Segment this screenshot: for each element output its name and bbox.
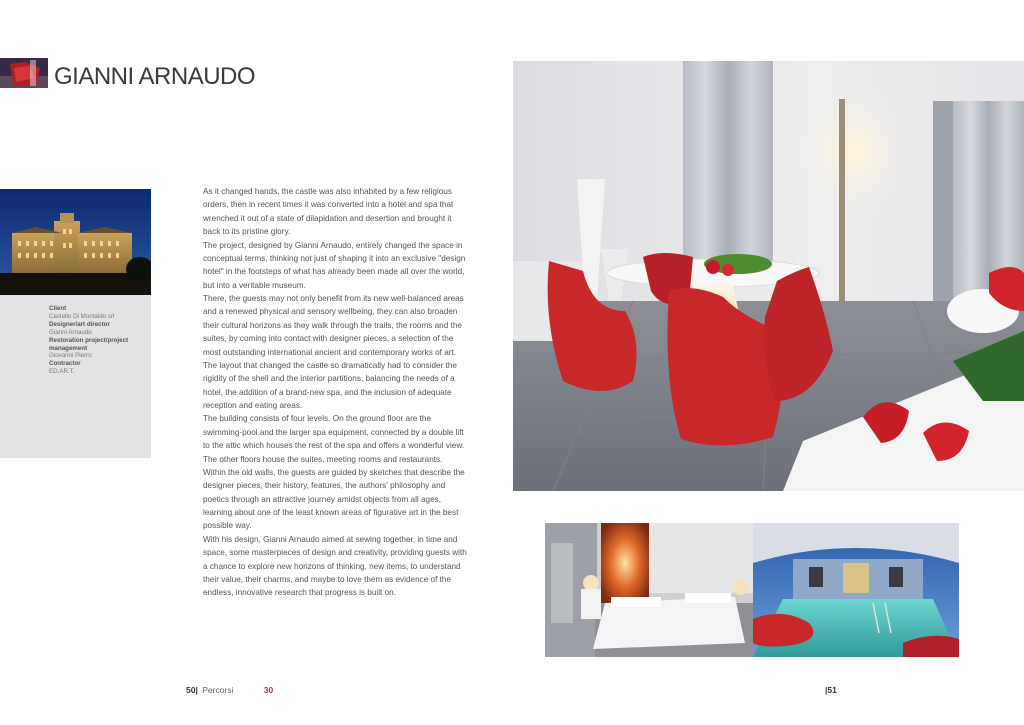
title-thumbnail-image [0, 58, 48, 88]
project-credits [49, 305, 149, 376]
article-paragraph: With his design, Gianni Arnaudo aimed at sewing together, in time and space, some masterpieces of design and creativity, providing guests with a chance to explore new horizons of thinking, new items, to understand their value, their charms, and maybe to love them as evidence of the endless, innovative research that progress is built on. [203, 534, 467, 598]
footer-right [825, 685, 837, 695]
footer-left [186, 685, 273, 695]
page-title: GIANNI ARNAUDO [54, 63, 256, 90]
article-paragraph: There, the guests may not only benefit from its new well-balanced areas and a renewed physical and sensory wellbeing, they can also broaden their cultural horizons as they walk through the trails, the rooms and the suites, by coming into contact with designer pieces, a selection of the most outstanding international ancient and contemporary works of art. [203, 294, 464, 357]
article-paragraph: The building consists of four levels. On the ground floor are the swimming-pool and the larger spa equipment, connected by a double lift to the attic which houses the rest of the spa and offers a wonderful view. [203, 414, 465, 451]
castle-night-photo [0, 189, 151, 295]
credit-value-restoration: Giovanni Pierro [49, 352, 92, 360]
section-name: Percorsi [202, 685, 234, 695]
right-page-number: |51 [825, 685, 837, 695]
spa-pool-photo [753, 523, 959, 657]
article-paragraph: The project, designed by Gianni Arnaudo, entirely changed the space in conceptual terms, thinking not just of shaping it into an exclusive "design hotel" in the footsteps of what has already been made all over the world, but into a veritable museum. [203, 240, 466, 290]
article-body [203, 185, 467, 600]
credit-value-client: Castello Di Montaldo srl [49, 312, 115, 320]
credit-label-designer: Designer/art director [49, 320, 110, 328]
credit-value-designer: Gianni Arnaudo [49, 328, 92, 336]
article-paragraph: As it changed hands, the castle was also inhabited by a few religious orders, then in recent times it was converted into a hotel and spa that wrenched it out of a state of dilapidation and desertion and brought it back to its pristine glory. [203, 187, 454, 237]
issue-number: 30 [263, 685, 274, 695]
article-paragraph: The layout that changed the castle so dramatically had to consider the rigidity of the shell and the interior partitions, balancing the needs of a hotel, the addition of a brand-new spa, and the inclusion of adequate reception and eating areas. [203, 360, 457, 410]
bedroom-photo [545, 523, 753, 657]
credit-label-restoration: Restoration project/project management [49, 336, 129, 352]
credit-value-contractor: ED.AR.T. [49, 368, 75, 376]
article-paragraph: The other floors house the suites, meeting rooms and restaurants. Within the old walls, the guests are guided by sketches that describe the designer pieces, their history, features, the authors' philosophy and poetics through an attractive journey amidst objects from all ages, learning about one of the least known areas of figurative art in the best possible way. [203, 454, 465, 531]
credit-label-contractor: Contractor [49, 360, 81, 368]
interior-dining-photo [513, 61, 1024, 491]
left-page-number: 50| [186, 685, 198, 695]
credit-label-client: Client [49, 305, 67, 312]
